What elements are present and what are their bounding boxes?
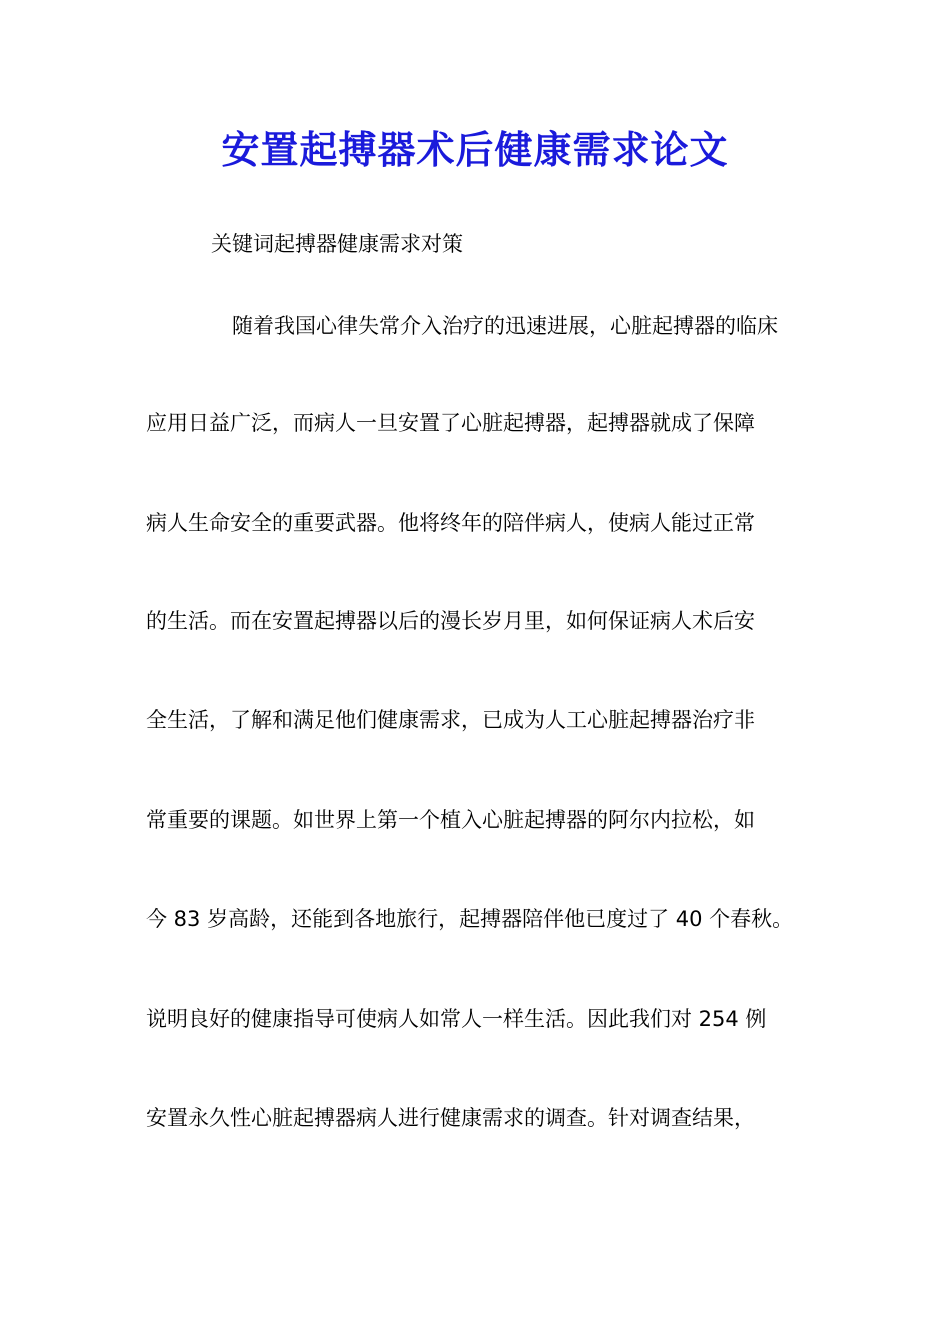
body-line: 随着我国心律失常介入治疗的迅速进展，心脏起搏器的临床 [211, 314, 778, 338]
body-line: 今 83 岁高龄，还能到各地旅行，起搏器陪伴他已度过了 40 个春秋。 [146, 907, 794, 931]
body-line: 的生活。而在安置起搏器以后的漫长岁月里，如何保证病人术后安 [146, 609, 755, 633]
body-line: 应用日益广泛，而病人一旦安置了心脏起搏器，起搏器就成了保障 [146, 411, 755, 435]
body-line: 全生活，了解和满足他们健康需求，已成为人工心脏起搏器治疗非 [146, 708, 755, 732]
body-line: 常重要的课题。如世界上第一个植入心脏起搏器的阿尔内拉松，如 [146, 808, 755, 832]
body-line: 说明良好的健康指导可使病人如常人一样生活。因此我们对 254 例 [146, 1007, 767, 1031]
body-line: 安置永久性心脏起搏器病人进行健康需求的调查。针对调查结果， [146, 1106, 755, 1130]
keywords-line: 关键词起搏器健康需求对策 [211, 232, 463, 256]
body-line: 病人生命安全的重要武器。他将终年的陪伴病人，使病人能过正常 [146, 511, 755, 535]
page-title: 安置起搏器术后健康需求论文 [221, 127, 729, 172]
